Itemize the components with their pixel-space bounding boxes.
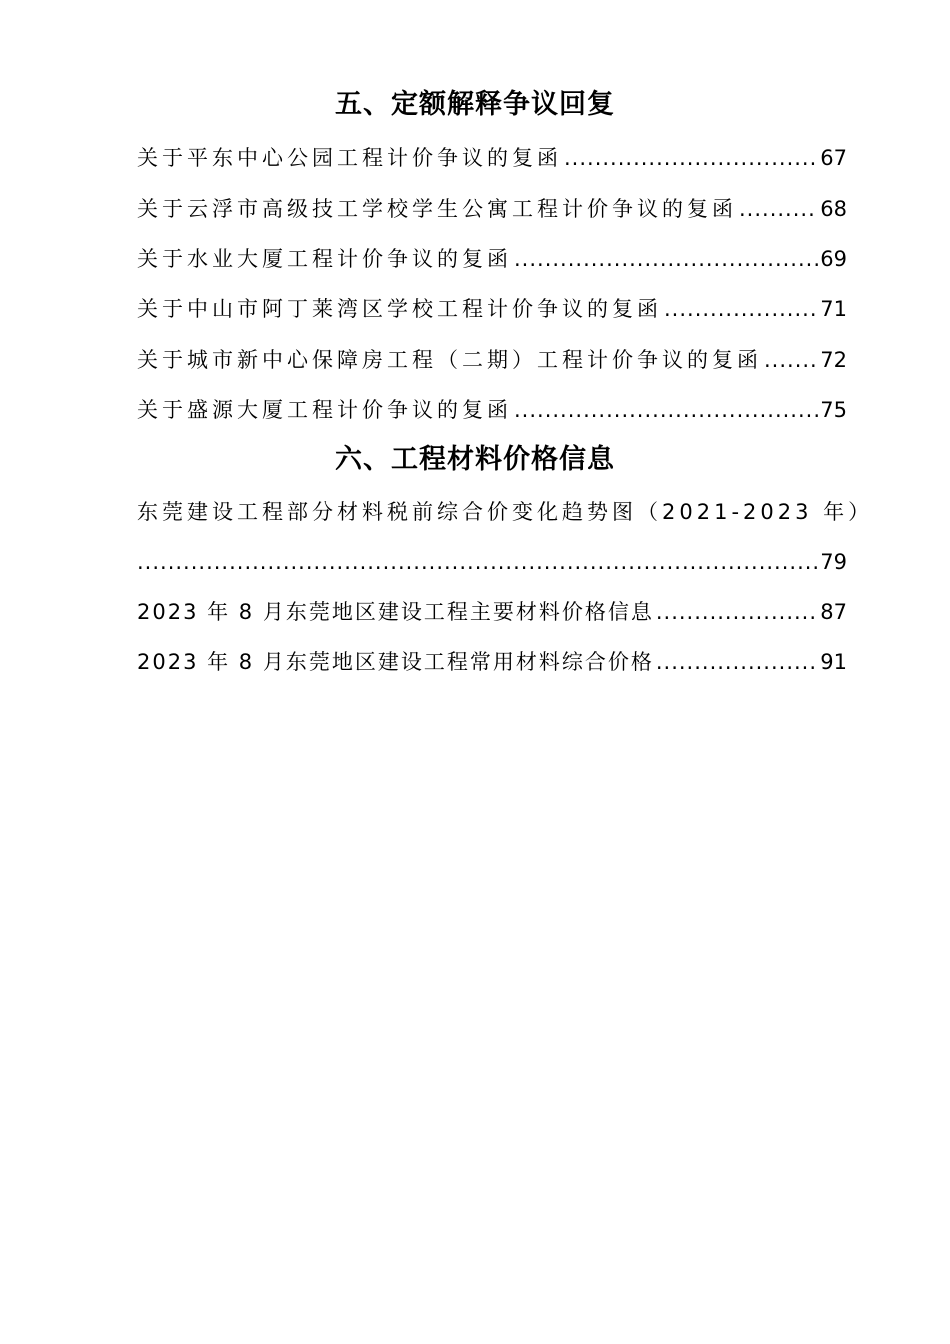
toc-entry-title: 2023 年 8 月东莞地区建设工程主要材料价格信息: [137, 600, 654, 624]
toc-entry[interactable]: [137, 193, 847, 225]
toc-leader-dots: [564, 142, 818, 174]
toc-leader-dots: [514, 394, 818, 426]
toc-entry-title[interactable]: 东莞建设工程部分材料税前综合价变化趋势图（2021-2023 年）: [137, 500, 874, 524]
toc-page-number: 71: [820, 297, 847, 321]
toc-leader-dots: [514, 243, 818, 275]
toc-entry[interactable]: [137, 596, 847, 628]
toc-entry-title: 关于中山市阿丁莱湾区学校工程计价争议的复函: [137, 297, 662, 321]
toc-leader-dots: [656, 596, 818, 628]
toc-entry[interactable]: [137, 243, 847, 275]
toc-page-number: 68: [820, 197, 847, 221]
toc-page-number: 79: [820, 550, 847, 574]
section-title-material-prices: 六、工程材料价格信息: [335, 444, 615, 475]
toc-leader-dots: [664, 293, 818, 325]
toc-leader-dots: [739, 193, 818, 225]
toc-entry[interactable]: [137, 293, 847, 325]
toc-page-number: 75: [820, 398, 847, 422]
toc-leader-dots: [137, 546, 818, 578]
toc-entry-title: 2023 年 8 月东莞地区建设工程常用材料综合价格: [137, 650, 654, 674]
toc-entry-title: 关于水业大厦工程计价争议的复函: [137, 247, 512, 271]
toc-entry[interactable]: [137, 142, 847, 174]
toc-leader-dots: [764, 344, 818, 376]
toc-page-number: 72: [820, 348, 847, 372]
toc-entry[interactable]: [137, 344, 847, 376]
toc-page-number: 67: [820, 146, 847, 170]
toc-entry-title: 关于云浮市高级技工学校学生公寓工程计价争议的复函: [137, 197, 737, 221]
toc-entry[interactable]: [137, 394, 847, 426]
toc-entry[interactable]: [137, 546, 847, 578]
toc-page-number: 91: [820, 650, 847, 674]
toc-entry[interactable]: [137, 646, 847, 678]
toc-entry-title: 关于盛源大厦工程计价争议的复函: [137, 398, 512, 422]
toc-page-number: 87: [820, 600, 847, 624]
toc-entry-title: 关于城市新中心保障房工程（二期）工程计价争议的复函: [137, 348, 762, 372]
toc-entry-title: 关于平东中心公园工程计价争议的复函: [137, 146, 562, 170]
toc-page-number: 69: [820, 247, 847, 271]
section-title-quota-disputes: 五、定额解释争议回复: [335, 89, 615, 120]
toc-leader-dots: [656, 646, 818, 678]
